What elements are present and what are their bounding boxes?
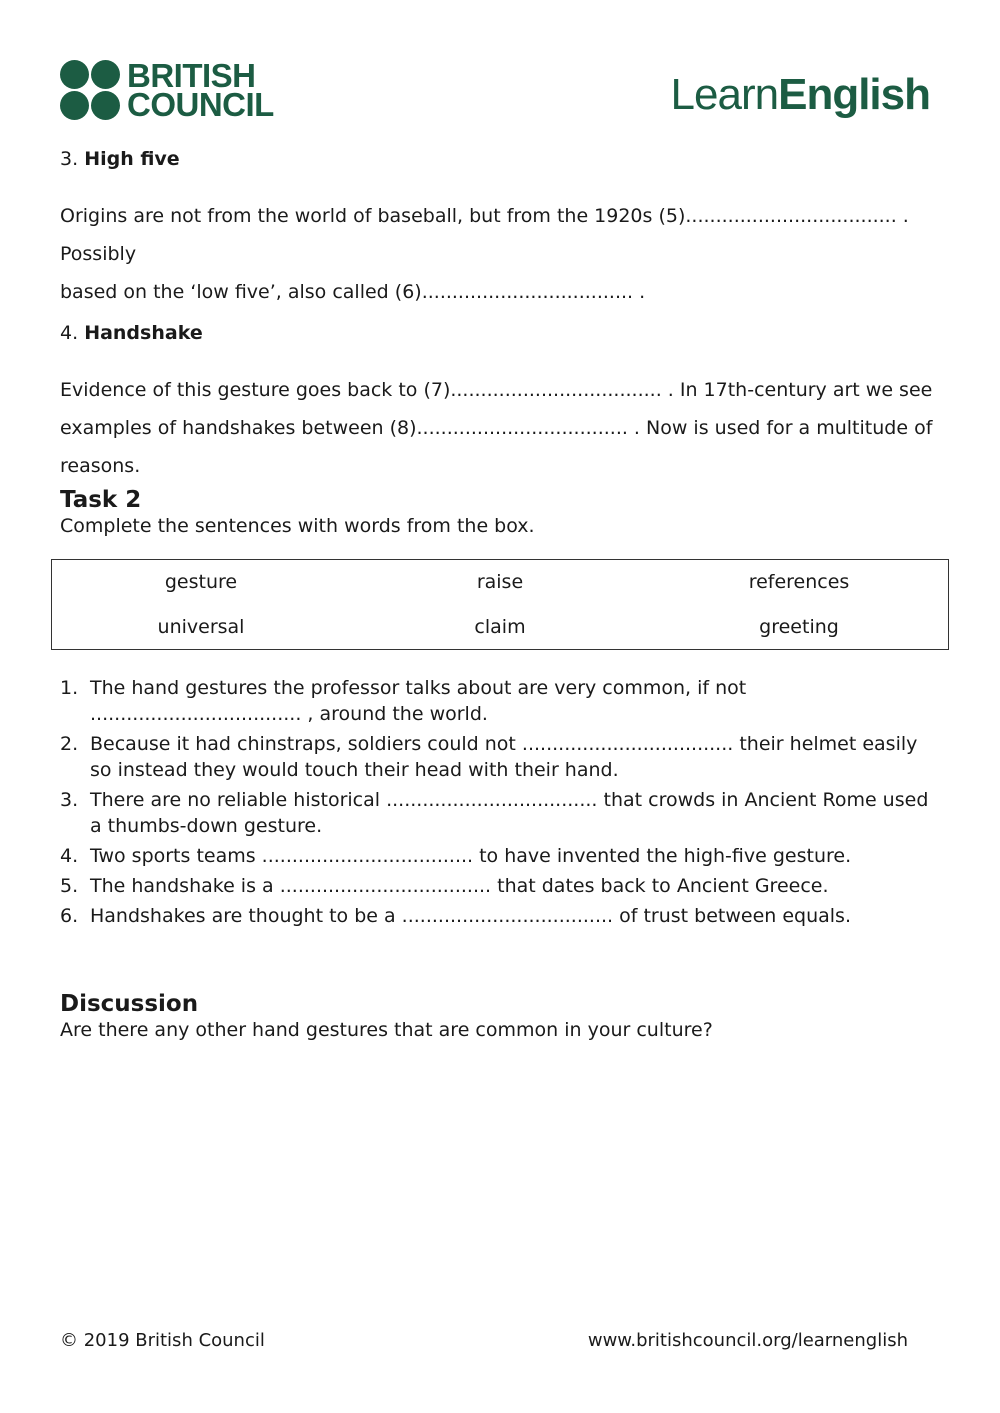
discussion-question: Are there any other hand gestures that are common in your culture? [60,1019,713,1041]
sentence-item: 4. Two sports teams ................................... to have invented the high-five gesture. [60,845,852,867]
discussion-title: Discussion [60,991,199,1017]
section-4-line-2: examples of handshakes between (8)................................... . Now is used for a multitude of reasons. [60,417,933,477]
word-box-item: universal [157,616,245,638]
section-3-paragraph [60,197,950,311]
section-4-heading: 4. Handshake [60,322,203,344]
word-box-item: claim [474,616,526,638]
sentence-item: 6. Handshakes are thought to be a ................................... of trust between equals. [60,905,851,927]
sentence-item: 5. The handshake is a ................................... that dates back to Ancient Greece. [60,875,829,897]
section-4-line-1: Evidence of this gesture goes back to (7)................................... . In 17th-century art we see [60,379,933,401]
word-box-item: references [748,571,850,593]
section-3-line-2: based on the ‘low five’, also called (6)................................... . [60,281,646,303]
british-council-wordmark: BRITISH COUNCIL [127,57,274,123]
task-2-title: Task 2 [60,487,142,513]
sentence-item: 3. There are no reliable historical ................................... that crowds in Ancient Rome used a thumbs-down gesture. [60,789,929,837]
sentence-list [60,675,940,933]
section-4-paragraph [60,371,950,485]
learnenglish-logo: LearnEnglish [670,70,930,119]
section-3-line-1: Origins are not from the world of baseball, but from the 1920s (5)................................... . Possibly [60,205,909,265]
section-3-heading: 3. High five [60,148,180,170]
word-box [51,559,949,650]
footer-url[interactable]: www.britishcouncil.org/learnenglish [587,1330,908,1351]
word-box-item: raise [476,571,524,593]
british-council-logo [60,57,274,123]
word-box-item: greeting [759,616,839,638]
footer-copyright: © 2019 British Council [60,1330,265,1351]
sentence-item: 2. Because it had chinstraps, soldiers could not ................................... their helmet easily so instead they would touch their head with their hand. [60,733,918,781]
task-2-instruction: Complete the sentences with words from the box. [60,515,535,537]
british-council-dots-icon [60,60,120,120]
word-box-item: gesture [164,571,238,593]
sentence-item: 1. The hand gestures the professor talks about are very common, if not ................................... , around the world. [60,677,747,725]
